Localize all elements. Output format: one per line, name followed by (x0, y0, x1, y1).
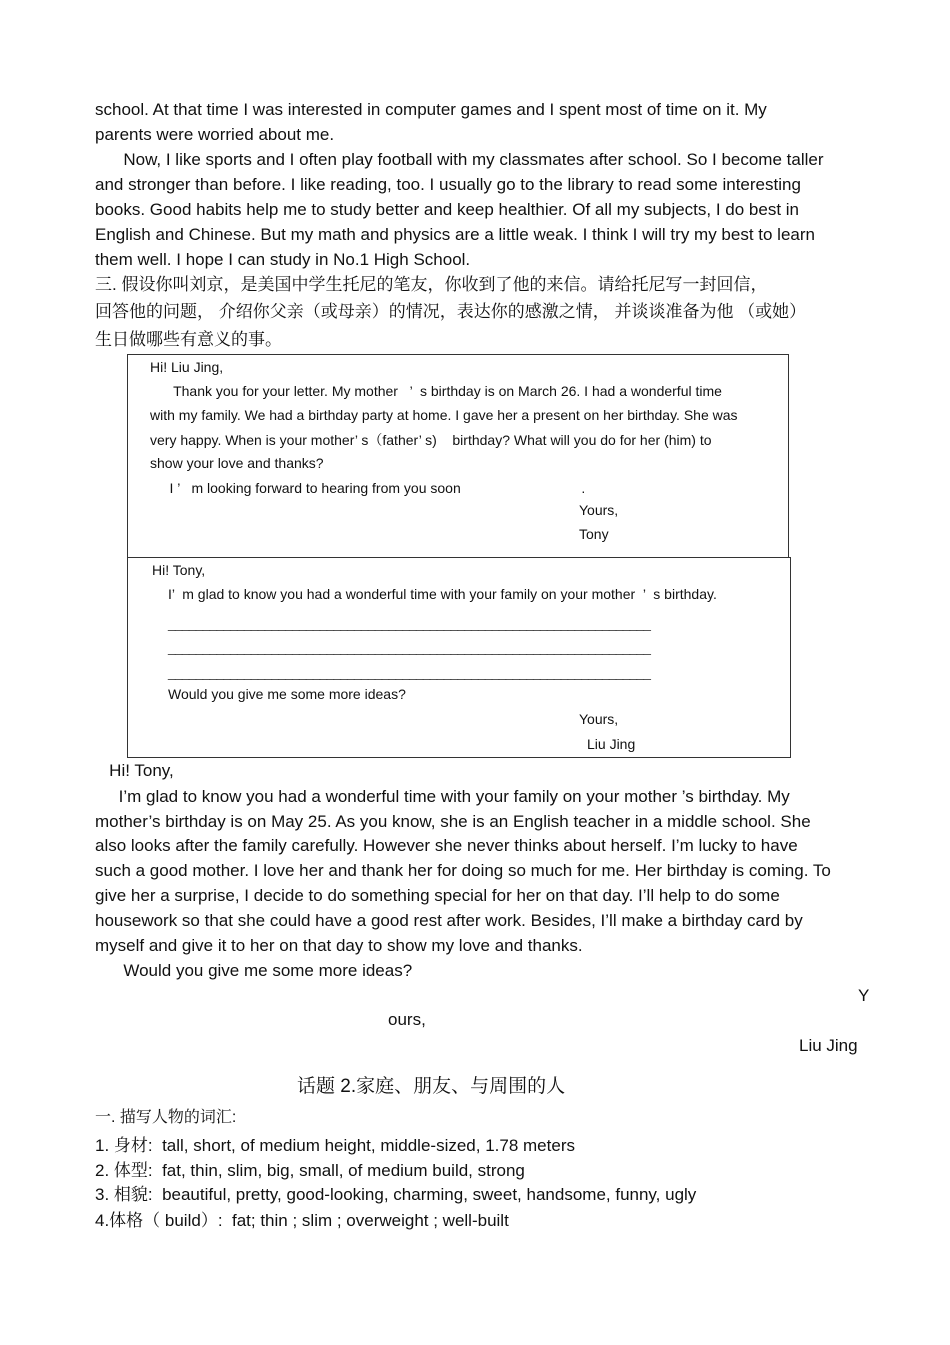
blank-line: ______________________________________________________________________ (168, 664, 651, 680)
task-line: 生日做哪些有意义的事。 (95, 330, 282, 349)
blank-line: ______________________________________________________________________ (168, 615, 651, 631)
task-line: 回答他的问题， 介绍你父亲（或母亲）的情况，表达你的感激之情， 并谈谈准备为他 （或她） (95, 302, 807, 321)
answer-line: also looks after the family carefully. However she never thinks about herself. I’m lucky to have (95, 836, 798, 855)
intro-line: English and Chinese. But my math and physics are a little weak. I think I will try my best to learn (95, 225, 815, 244)
letter1-closing: Yours, (579, 502, 619, 518)
answer-line: such a good mother. I love her and thank her for doing so much for me. Her birthday is coming. To (95, 861, 831, 880)
answer-closing-ours: ours, (388, 1010, 426, 1029)
letter1-line: Thank you for your letter. My mother ’ s birthday is on March 26. I had a wonderful time (150, 383, 722, 399)
letter2-closing: Yours, (579, 711, 619, 727)
vocab-heading: 一. 描写人物的词汇: (95, 1109, 237, 1126)
answer-line: I’m glad to know you had a wonderful time with your family on your mother ’s birthday. My (95, 787, 790, 806)
vocab-item: 4.体格（ build）: fat; thin ; slim ; overweight ; well-built (95, 1211, 509, 1230)
intro-line: school. At that time I was interested in computer games and I spent most of time on it. My (95, 100, 767, 119)
letter2-greeting: Hi! Tony, (152, 562, 206, 578)
intro-line: parents were worried about me. (95, 125, 335, 144)
answer-line: Hi! Tony, (95, 761, 174, 780)
answer-line: Would you give me some more ideas? (95, 961, 413, 980)
letter1-line: Hi! Liu Jing, (150, 359, 224, 375)
letter1-line: I ’ m looking forward to hearing from you soon . (150, 480, 586, 496)
task-line: 三. 假设你叫刘京，是美国中学生托尼的笔友，你收到了他的来信。请给托尼写一封回信， (95, 275, 768, 294)
intro-line: books. Good habits help me to study better and keep healthier. Of all my subjects, I do best in (95, 200, 800, 219)
intro-line: and stronger than before. I like reading, too. I usually go to the library to read some interesting (95, 175, 801, 194)
letter2-opening: I’ m glad to know you had a wonderful time with your family on your mother ’ s birthday. (168, 586, 717, 602)
letter1-signature: Tony (579, 526, 609, 542)
letter1-line: very happy. When is your mother’ s（father’ s) birthday? What will you do for her (him) to (150, 432, 712, 448)
intro-line: Now, I like sports and I often play football with my classmates after school. So I become taller (95, 150, 824, 169)
answer-line: myself and give it to her on that day to show my love and thanks. (95, 936, 583, 955)
vocab-item: 2. 体型: fat, thin, slim, big, small, of medium build, strong (95, 1161, 525, 1180)
answer-line: mother’s birthday is on May 25. As you know, she is an English teacher in a middle school. She (95, 812, 811, 831)
letter1-line: with my family. We had a birthday party at home. I gave her a present on her birthday. She was (150, 407, 738, 423)
vocab-item: 1. 身材: tall, short, of medium height, middle-sized, 1.78 meters (95, 1136, 575, 1155)
vocab-item: 3. 相貌: beautiful, pretty, good-looking, charming, sweet, handsome, funny, ugly (95, 1185, 697, 1204)
letter1-line: show your love and thanks? (150, 455, 324, 471)
letter2-question: Would you give me some more ideas? (168, 686, 406, 702)
blank-line: ______________________________________________________________________ (168, 639, 651, 655)
intro-line: them well. I hope I can study in No.1 High School. (95, 250, 471, 269)
answer-line: housework so that she could have a good rest after work. Besides, I’ll make a birthday card by (95, 911, 803, 930)
letter2-signature: Liu Jing (587, 736, 636, 752)
topic-title: 话题 2.家庭、朋友、与周围的人 (297, 1076, 566, 1097)
answer-closing-y: Y (858, 986, 870, 1005)
answer-signature: Liu Jing (799, 1036, 858, 1055)
answer-line: give her a surprise, I decide to do something special for her on that day. I’ll help to do some (95, 886, 780, 905)
